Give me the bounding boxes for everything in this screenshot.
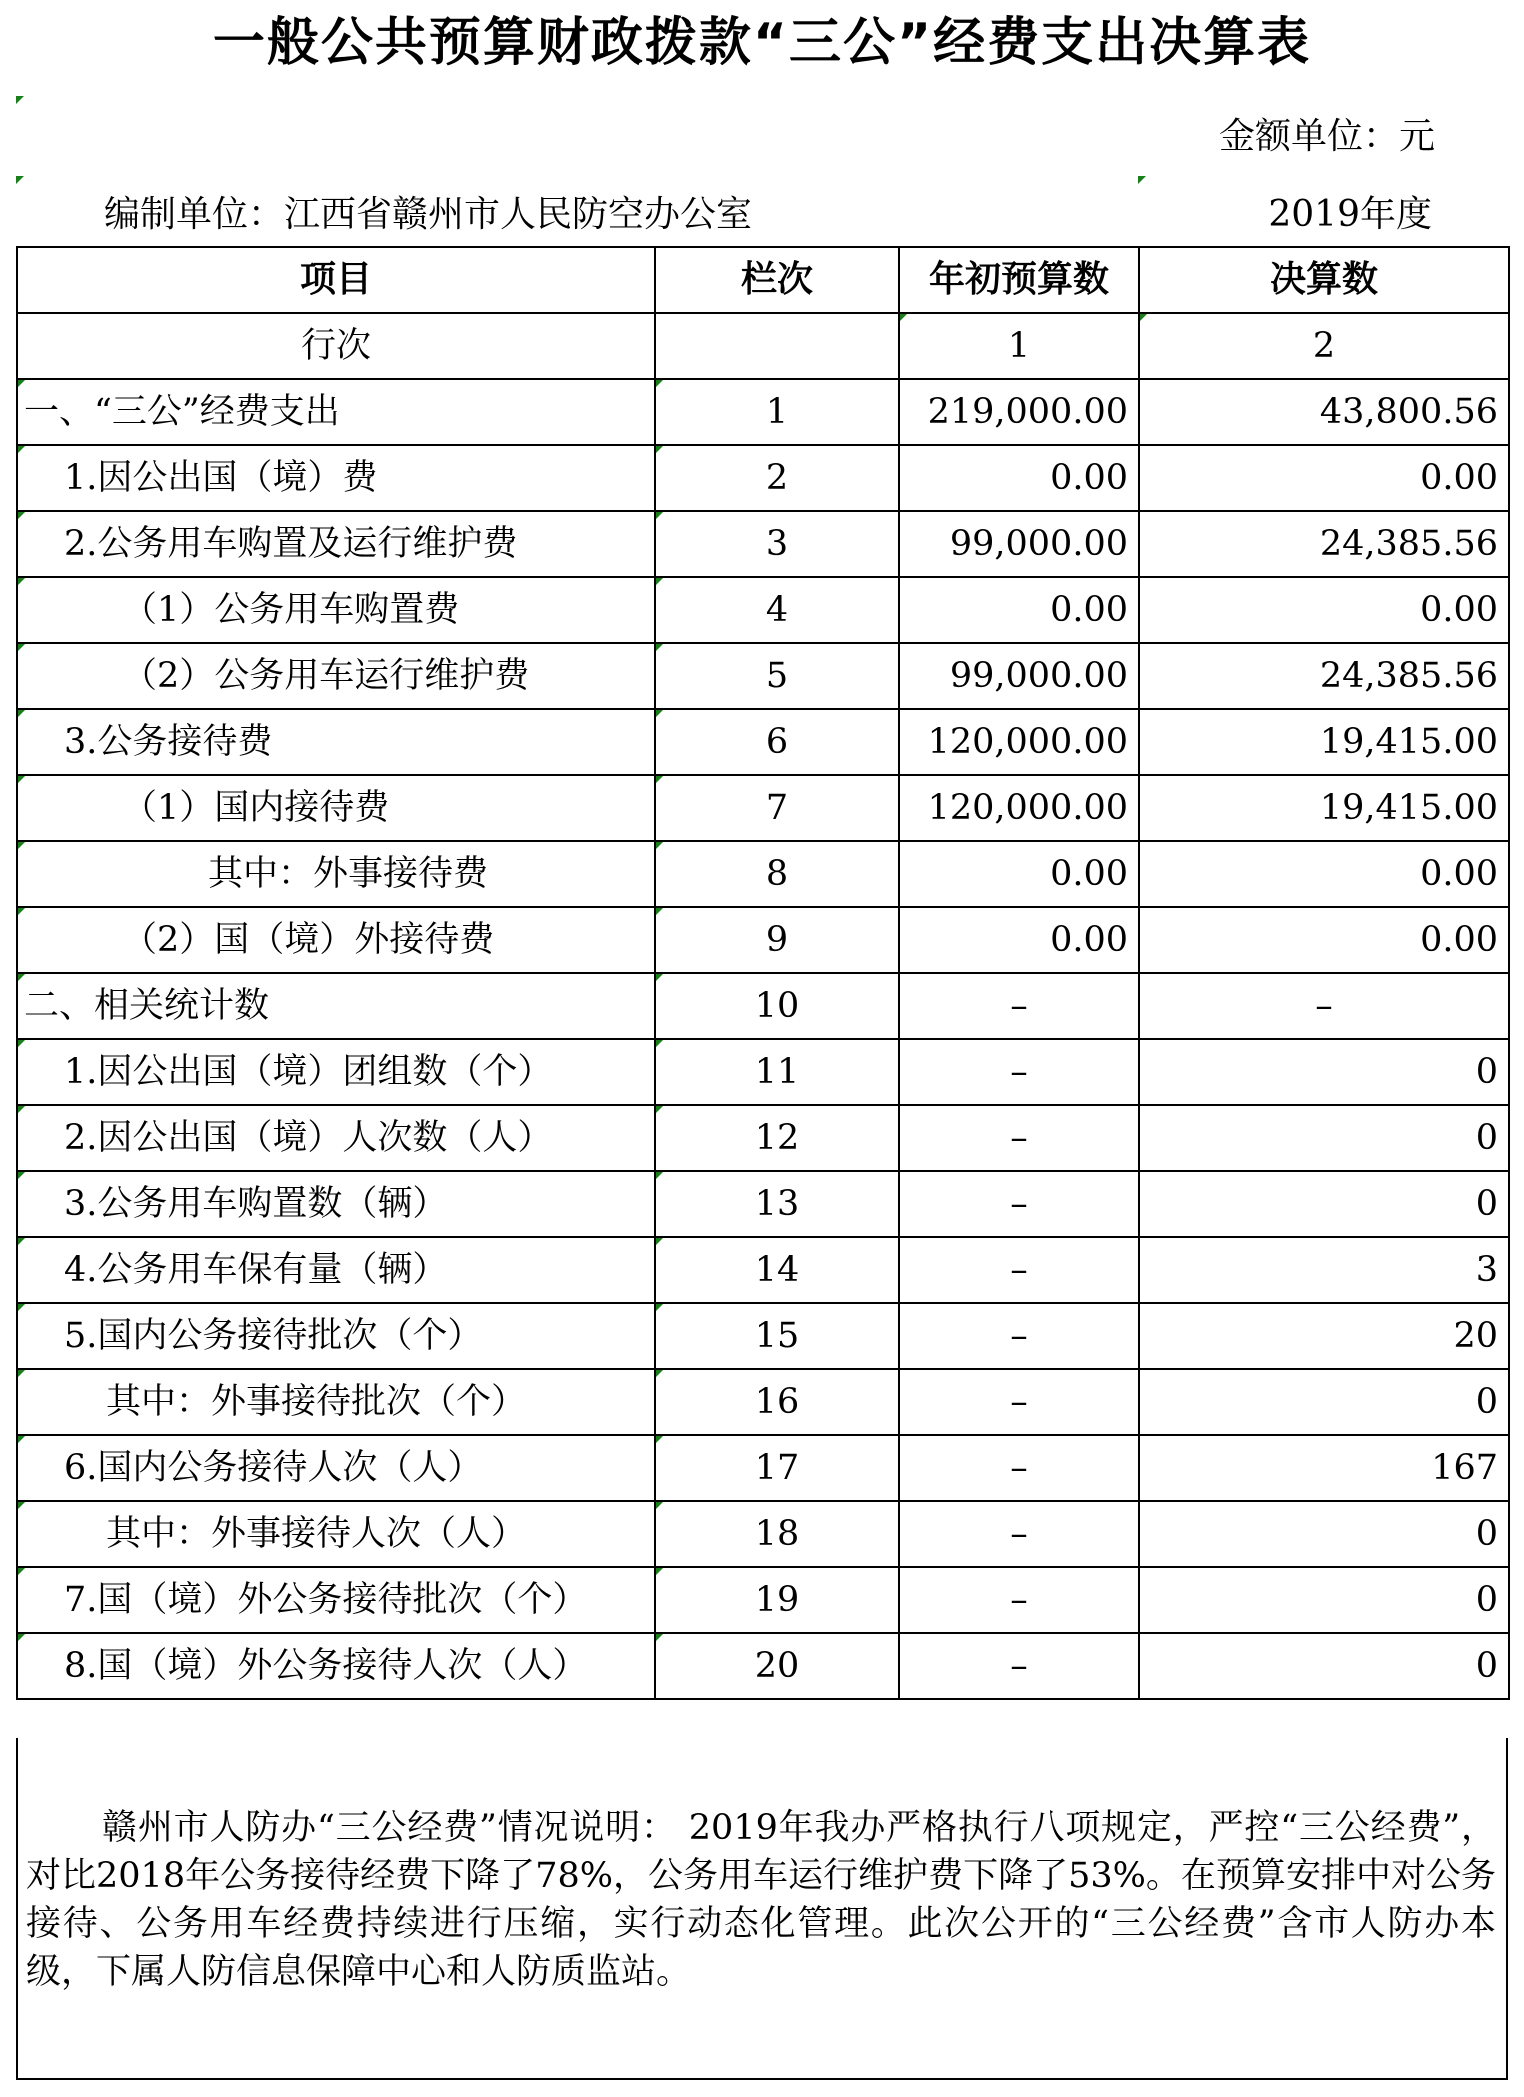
cell-marker (1140, 314, 1147, 321)
cell-marker (18, 512, 25, 519)
organization-label: 编制单位：江西省赣州市人民防空办公室 (104, 194, 753, 235)
cell-marker (18, 380, 25, 387)
row-column-no: 18 (655, 1501, 899, 1567)
table-row (17, 511, 1509, 577)
row-item-label: （1）国内接待费 (17, 775, 655, 841)
row-final-value: 43,800.56 (1139, 379, 1509, 445)
cell-marker (656, 974, 663, 981)
cell-marker (656, 842, 663, 849)
cell-marker (18, 776, 25, 783)
row-budget-value: – (899, 1633, 1139, 1699)
row-final-value: 0 (1139, 1171, 1509, 1237)
cell-marker (900, 314, 907, 321)
row-final-value: – (1139, 973, 1509, 1039)
row-column-no: 19 (655, 1567, 899, 1633)
cell-marker (18, 1502, 25, 1509)
row-column-no: 12 (655, 1105, 899, 1171)
row-final-value: 0.00 (1139, 577, 1509, 643)
row-final-value: 19,415.00 (1139, 709, 1509, 775)
cell-marker (18, 578, 25, 585)
row-final-value: 24,385.56 (1139, 643, 1509, 709)
row-column-no: 16 (655, 1369, 899, 1435)
expense-table (16, 246, 1510, 1700)
header-budget: 年初预算数 (899, 247, 1139, 313)
cell-marker (656, 776, 663, 783)
row-budget-value: 0.00 (899, 841, 1139, 907)
row-budget-value: 1 (899, 313, 1139, 379)
row-column-no: 17 (655, 1435, 899, 1501)
table-row (17, 1501, 1509, 1567)
row-item-label: 7.国（境）外公务接待批次（个） (17, 1567, 655, 1633)
table-row (17, 907, 1509, 973)
table-row (17, 841, 1509, 907)
row-column-no: 20 (655, 1633, 899, 1699)
row-budget-value: 0.00 (899, 445, 1139, 511)
cell-marker (656, 908, 663, 915)
row-budget-value: – (899, 973, 1139, 1039)
cell-marker (656, 578, 663, 585)
table-row (17, 1237, 1509, 1303)
cell-marker (18, 842, 25, 849)
row-column-no: 7 (655, 775, 899, 841)
row-column-no: 6 (655, 709, 899, 775)
row-item-label: 8.国（境）外公务接待人次（人） (17, 1633, 655, 1699)
row-item-label: （2）国（境）外接待费 (17, 907, 655, 973)
table-row (17, 577, 1509, 643)
cell-marker (18, 1370, 25, 1377)
cell-marker (656, 1304, 663, 1311)
cell-marker (1138, 176, 1146, 184)
row-budget-value: – (899, 1303, 1139, 1369)
row-column-no: 14 (655, 1237, 899, 1303)
row-column-no: 3 (655, 511, 899, 577)
cell-marker (18, 1634, 25, 1641)
row-column-no: 5 (655, 643, 899, 709)
row-budget-value: – (899, 1039, 1139, 1105)
row-item-label: （2）公务用车运行维护费 (17, 643, 655, 709)
cell-marker (18, 1568, 25, 1575)
row-final-value: 0.00 (1139, 907, 1509, 973)
row-budget-value: – (899, 1501, 1139, 1567)
row-budget-value: 99,000.00 (899, 511, 1139, 577)
cell-marker (656, 710, 663, 717)
cell-marker (18, 1304, 25, 1311)
cell-marker (18, 1436, 25, 1443)
cell-marker (18, 1106, 25, 1113)
cell-marker (16, 96, 24, 104)
row-budget-value: – (899, 1171, 1139, 1237)
row-final-value: 0 (1139, 1369, 1509, 1435)
table-row (17, 775, 1509, 841)
row-budget-value: 99,000.00 (899, 643, 1139, 709)
row-final-value: 24,385.56 (1139, 511, 1509, 577)
explanation-box (16, 1738, 1508, 2080)
row-budget-value: – (899, 1435, 1139, 1501)
cell-marker (18, 1238, 25, 1245)
row-item-label: 一、“三公”经费支出 (17, 379, 655, 445)
row-final-value: 2 (1139, 313, 1509, 379)
cell-marker (656, 1172, 663, 1179)
page-title: 一般公共预算财政拨款“三公”经费支出决算表 (212, 13, 1312, 73)
row-column-no: 8 (655, 841, 899, 907)
row-budget-value: 120,000.00 (899, 709, 1139, 775)
cell-marker (18, 1040, 25, 1047)
row-final-value: 167 (1139, 1435, 1509, 1501)
row-item-label: （1）公务用车购置费 (17, 577, 655, 643)
table-row (17, 1171, 1509, 1237)
row-column-no: 1 (655, 379, 899, 445)
row-budget-value: – (899, 1105, 1139, 1171)
row-budget-value: 0.00 (899, 577, 1139, 643)
fiscal-year-label: 2019年度 (1268, 194, 1432, 235)
explanation-text: 赣州市人防办“三公经费”情况说明： 2019年我办严格执行八项规定，严控“三公经费”， 对比2018年公务接待经费下降了78%，公务用车运行维护费下降了53%。在预算安排中对公务接待、公务用车经费持续进行压缩，实行动态化管理。此次公开的“三公经费”含市人防办本级，下属人防信息保障中心和人防质监站。 (26, 1808, 1496, 1992)
row-final-value: 20 (1139, 1303, 1509, 1369)
table-row (17, 445, 1509, 511)
cell-marker (18, 908, 25, 915)
cell-marker (16, 176, 24, 184)
table-row (17, 379, 1509, 445)
cell-marker (656, 1634, 663, 1641)
amount-unit-label: 金额单位：元 (1218, 116, 1435, 157)
row-item-label: 行次 (17, 313, 655, 379)
row-item-label: 2.因公出国（境）人次数（人） (17, 1105, 655, 1171)
table-row (17, 1105, 1509, 1171)
cell-marker (656, 380, 663, 387)
row-item-label: 其中：外事接待人次（人） (17, 1501, 655, 1567)
cell-marker (656, 1568, 663, 1575)
table-row (17, 1369, 1509, 1435)
row-budget-value: 219,000.00 (899, 379, 1139, 445)
row-budget-value: 0.00 (899, 907, 1139, 973)
row-column-no: 9 (655, 907, 899, 973)
row-item-label: 3.公务接待费 (17, 709, 655, 775)
table-row (17, 1303, 1509, 1369)
cell-marker (656, 1238, 663, 1245)
cell-marker (656, 1106, 663, 1113)
row-final-value: 0 (1139, 1501, 1509, 1567)
row-final-value: 0 (1139, 1567, 1509, 1633)
row-column-no: 11 (655, 1039, 899, 1105)
row-budget-value: – (899, 1369, 1139, 1435)
cell-marker (656, 644, 663, 651)
row-item-label: 二、相关统计数 (17, 973, 655, 1039)
row-column-no: 4 (655, 577, 899, 643)
header-final: 决算数 (1139, 247, 1509, 313)
cell-marker (18, 974, 25, 981)
row-item-label: 1.因公出国（境）团组数（个） (17, 1039, 655, 1105)
table-row (17, 973, 1509, 1039)
table-row (17, 313, 1509, 379)
row-budget-value: 120,000.00 (899, 775, 1139, 841)
row-item-label: 2.公务用车购置及运行维护费 (17, 511, 655, 577)
row-item-label: 6.国内公务接待人次（人） (17, 1435, 655, 1501)
table-row (17, 709, 1509, 775)
table-row (17, 1567, 1509, 1633)
table-row (17, 1435, 1509, 1501)
row-budget-value: – (899, 1567, 1139, 1633)
table-row (17, 1633, 1509, 1699)
header-item: 项目 (17, 247, 655, 313)
row-final-value: 19,415.00 (1139, 775, 1509, 841)
row-column-no: 15 (655, 1303, 899, 1369)
row-final-value: 3 (1139, 1237, 1509, 1303)
row-final-value: 0.00 (1139, 841, 1509, 907)
row-item-label: 其中：外事接待费 (17, 841, 655, 907)
row-column-no (655, 313, 899, 379)
row-final-value: 0 (1139, 1039, 1509, 1105)
cell-marker (656, 1370, 663, 1377)
cell-marker (18, 446, 25, 453)
cell-marker (656, 1436, 663, 1443)
cell-marker (656, 512, 663, 519)
row-item-label: 4.公务用车保有量（辆） (17, 1237, 655, 1303)
row-item-label: 1.因公出国（境）费 (17, 445, 655, 511)
row-item-label: 其中：外事接待批次（个） (17, 1369, 655, 1435)
row-final-value: 0 (1139, 1633, 1509, 1699)
row-budget-value: – (899, 1237, 1139, 1303)
cell-marker (18, 1172, 25, 1179)
row-final-value: 0.00 (1139, 445, 1509, 511)
cell-marker (18, 710, 25, 717)
cell-marker (18, 644, 25, 651)
cell-marker (656, 1502, 663, 1509)
table-row (17, 1039, 1509, 1105)
cell-marker (656, 446, 663, 453)
table-header-row (17, 247, 1509, 313)
row-final-value: 0 (1139, 1105, 1509, 1171)
row-item-label: 5.国内公务接待批次（个） (17, 1303, 655, 1369)
cell-marker (656, 1040, 663, 1047)
row-column-no: 2 (655, 445, 899, 511)
row-column-no: 13 (655, 1171, 899, 1237)
header-column-no: 栏次 (655, 247, 899, 313)
row-column-no: 10 (655, 973, 899, 1039)
table-row (17, 643, 1509, 709)
row-item-label: 3.公务用车购置数（辆） (17, 1171, 655, 1237)
